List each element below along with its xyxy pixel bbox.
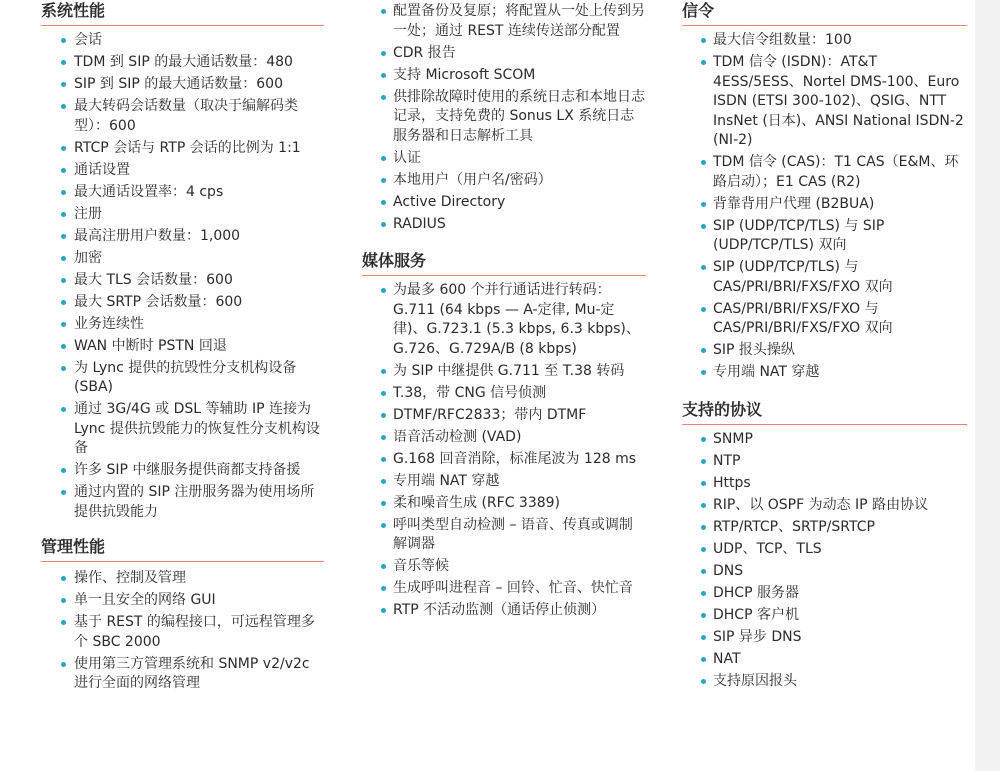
list-item: WAN 中断时 PSTN 回退 [41,337,324,357]
list-item: 最大通话设置率：4 cps [41,183,324,203]
list-item: 最大转码会话数量（取决于编解码类型）：600 [41,97,324,136]
list-item: 使用第三方管理系统和 SNMP v2/v2c 进行全面的网络管理 [41,655,324,694]
list-item: SIP 报头操纵 [682,341,967,361]
list-item: T.38，带 CNG 信号侦测 [362,384,646,404]
list-item: 为最多 600 个并行通话进行转码：G.711 (64 kbps — A-定律, Mu-定律)、G.723.1 (5.3 kbps, 6.3 kbps)、G.726、G.729A/B (8 kbps) [362,281,646,359]
list-item: 背靠背用户代理 (B2BUA) [682,195,967,215]
list-item: G.168 回音消除，标准尾波为 128 ms [362,450,646,470]
management-performance-list [41,569,324,694]
section-supported-protocols [682,399,967,692]
list-item: 专用端 NAT 穿越 [362,472,646,492]
list-item: 操作、控制及管理 [41,569,324,589]
list-item: 许多 SIP 中继服务提供商都支持备援 [41,461,324,481]
list-item: 为 SIP 中继提供 G.711 至 T.38 转码 [362,362,646,382]
list-item: 供排除故障时使用的系统日志和本地日志记录，支持免费的 Sonus LX 系统日志服务器和日志解析工具 [362,88,646,147]
list-item: SIP (UDP/TCP/TLS) 与 CAS/PRI/BRI/FXS/FXO 双向 [682,258,967,297]
list-item: UDP、TCP、TLS [682,540,967,560]
left-column [41,0,324,696]
list-item: 音乐等候 [362,557,646,577]
management-continued-list [362,2,646,234]
list-item: 业务连续性 [41,315,324,335]
list-item: 最大 TLS 会话数量：600 [41,271,324,291]
list-item: 注册 [41,205,324,225]
list-item: 语音活动检测 (VAD) [362,428,646,448]
list-item: NTP [682,452,967,472]
list-item: DHCP 客户机 [682,606,967,626]
section-title-signaling: 信令 [682,0,967,26]
system-performance-list [41,31,324,522]
list-item: Active Directory [362,193,646,213]
list-item: 柔和噪音生成 (RFC 3389) [362,494,646,514]
list-item: 配置备份及复原；将配置从一处上传到另一处；通过 REST 连续传送部分配置 [362,2,646,41]
list-item: NAT [682,650,967,670]
section-management-performance [41,536,324,694]
list-item: RTP 不活动监测（通话停止侦测） [362,601,646,621]
middle-column [362,0,646,623]
list-item: 基于 REST 的编程接口，可远程管理多个 SBC 2000 [41,613,324,652]
section-system-performance [41,0,324,522]
list-item: 专用端 NAT 穿越 [682,363,967,383]
list-item: DNS [682,562,967,582]
list-item: RTCP 会话与 RTP 会话的比例为 1:1 [41,139,324,159]
list-item: 呼叫类型自动检测 – 语音、传真或调制解调器 [362,516,646,555]
list-item: CAS/PRI/BRI/FXS/FXO 与 CAS/PRI/BRI/FXS/FXO 双向 [682,300,967,339]
list-item: 认证 [362,149,646,169]
list-item: CDR 报告 [362,44,646,64]
list-item: 通过内置的 SIP 注册服务器为使用场所提供抗毁能力 [41,483,324,522]
list-item: SIP 到 SIP 的最大通话数量：600 [41,75,324,95]
list-item: 最大 SRTP 会话数量：600 [41,293,324,313]
list-item: TDM 到 SIP 的最大通话数量：480 [41,53,324,73]
list-item: DHCP 服务器 [682,584,967,604]
list-item: RADIUS [362,215,646,235]
list-item: SIP 异步 DNS [682,628,967,648]
signaling-list [682,31,967,383]
list-item: 最高注册用户数量：1,000 [41,227,324,247]
list-item: 为 Lync 提供的抗毁性分支机构设备 (SBA) [41,359,324,398]
list-item: DTMF/RFC2833；带内 DTMF [362,406,646,426]
list-item: RTP/RTCP、SRTP/SRTCP [682,518,967,538]
right-column [682,0,967,694]
section-title-media-services: 媒体服务 [362,250,646,276]
list-item: TDM 信令 (CAS)：T1 CAS（E&M、环路启动）；E1 CAS (R2) [682,153,967,192]
list-item: 单一且安全的网络 GUI [41,591,324,611]
list-item: SNMP [682,430,967,450]
list-item: SIP (UDP/TCP/TLS) 与 SIP (UDP/TCP/TLS) 双向 [682,217,967,256]
list-item: 通话设置 [41,161,324,181]
supported-protocols-list [682,430,967,692]
section-title-management-performance: 管理性能 [41,536,324,562]
list-item: Https [682,474,967,494]
list-item: 支持原因报头 [682,672,967,692]
list-item: 会话 [41,31,324,51]
section-media-services [362,250,646,621]
list-item: 本地用户（用户名/密码） [362,171,646,191]
list-item: 通过 3G/4G 或 DSL 等辅助 IP 连接为 Lync 提供抗毁能力的恢复性分支机构设备 [41,400,324,459]
list-item: 最大信令组数量：100 [682,31,967,51]
list-item: 生成呼叫进程音 – 回铃、忙音、快忙音 [362,579,646,599]
section-title-supported-protocols: 支持的协议 [682,399,967,425]
list-item: 支持 Microsoft SCOM [362,66,646,86]
list-item: 加密 [41,249,324,269]
media-services-list [362,281,646,621]
list-item: RIP、以 OSPF 为动态 IP 路由协议 [682,496,967,516]
section-title-system-performance: 系统性能 [41,0,324,26]
section-signaling [682,0,967,383]
list-item: TDM 信令 (ISDN)：AT&T 4ESS/5ESS、Nortel DMS-100、Euro ISDN (ETSI 300-102)、QSIG、NTT InsNet (日本)、ANSI National ISDN-2 (NI-2) [682,53,967,151]
